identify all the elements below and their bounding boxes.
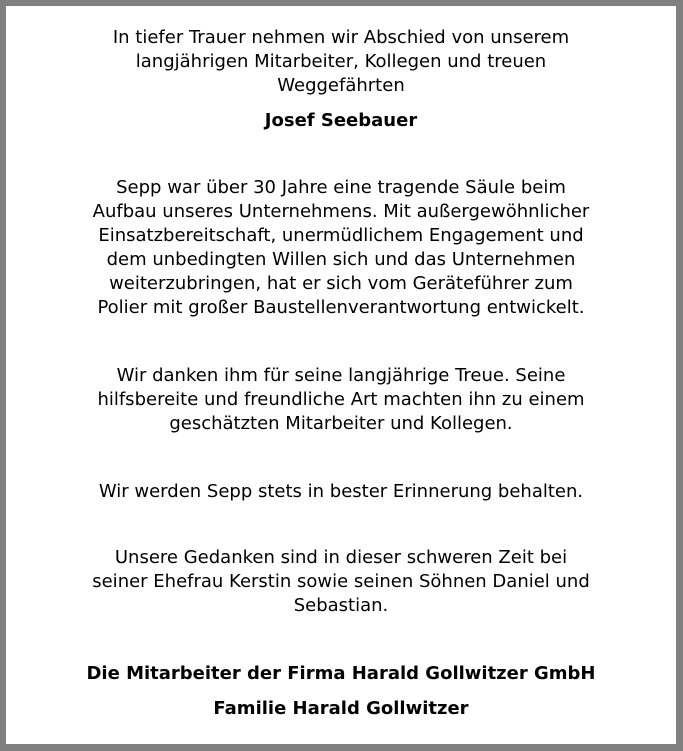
thanks-paragraph [6,364,676,436]
paragraph-line: geschätzten Mitarbeiter und Kollegen. [169,413,513,434]
paragraph-line: Sebastian. [293,595,389,616]
paragraph-line: Wir danken ihm für seine langjährige Treue. Seine [116,365,566,386]
intro-line: langjährigen Mitarbeiter, Kollegen und treuen [135,51,547,72]
paragraph-line: dem unbedingten Willen sich und das Unternehmen [106,249,576,270]
paragraph-line: Aufbau unseres Unternehmens. Mit außergewöhnlicher [92,201,590,222]
signature-family: Familie Harald Gollwitzer [213,698,469,719]
memory-paragraph: Wir werden Sepp stets in bester Erinnerung behalten. [98,481,584,502]
deceased-name: Josef Seebauer [264,110,418,131]
condolence-paragraph [6,546,676,618]
paragraph-line: weiterzubringen, hat er sich vom Geräteführer zum [109,273,573,294]
intro-line: Weggefährten [277,75,405,96]
paragraph-line: seiner Ehefrau Kerstin sowie seinen Söhnen Daniel und [92,571,590,592]
paragraph-line: Unsere Gedanken sind in dieser schweren Zeit bei [114,547,568,568]
paragraph-line: hilfsbereite und freundliche Art machten ihn zu einem [97,389,585,410]
paragraph-line: Sepp war über 30 Jahre eine tragende Säule beim [116,177,566,198]
paragraph-line: Polier mit großer Baustellenverantwortung entwickelt. [97,297,585,318]
obituary-notice [6,6,676,744]
paragraph-line: Einsatzbereitschaft, unermüdlichem Engagement und [98,225,584,246]
intro-text [6,26,676,98]
tribute-paragraph [6,176,676,320]
signature-company: Die Mitarbeiter der Firma Harald Gollwitzer GmbH [86,663,596,684]
intro-line: In tiefer Trauer nehmen wir Abschied von unserem [112,27,570,48]
